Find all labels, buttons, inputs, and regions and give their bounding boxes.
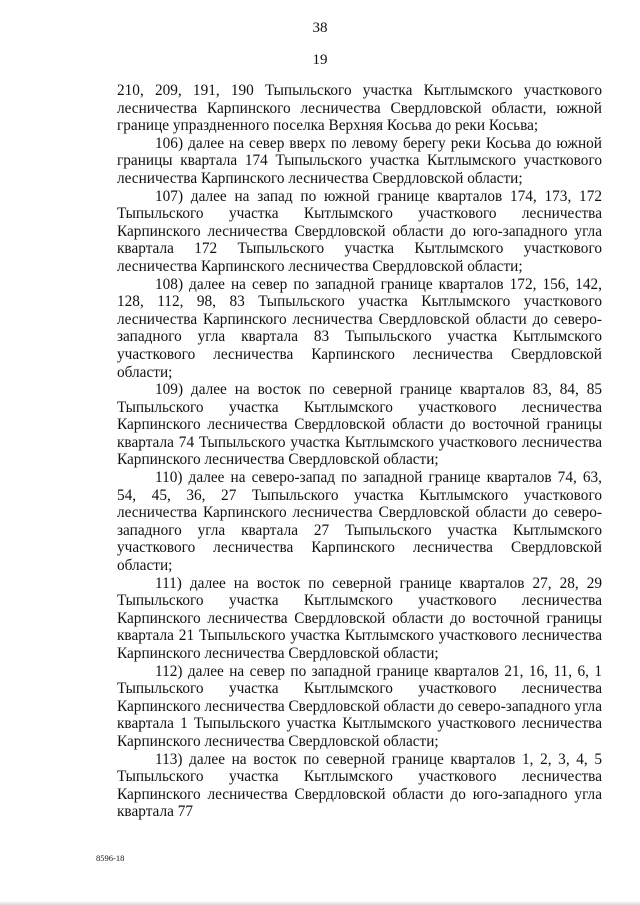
paragraph-108: 108) далее на север по западной границе кварталов 172, 156, 142, 128, 112, 98, 83 Тыпыльского участка Кытлымского участкового лесничества Карпинского лесничества Свердловской области до северо-западного угла квартала 83 Тыпыльского участка Кытлымского участкового лесничества Карпинского лесничества Свердловской области; [117,275,602,381]
paragraph-111: 111) далее на восток по северной границе кварталов 27, 28, 29 Тыпыльского участка Кытлымского участкового лесничества Карпинского лесничества Свердловской области до восточной границы квартала 21 Тыпыльского участка Кытлымского участкового лесничества Карпинского лесничества Свердловской области; [117,574,602,662]
paragraph-112: 112) далее на север по западной границе кварталов 21, 16, 11, 6, 1 Тыпыльского участка Кытлымского участкового лесничества Карпинского лесничества Свердловской области до северо-западного угла квартала 1 Тыпыльского участка Кытлымского участкового лесничества Карпинского лесничества Свердловской области; [117,662,602,750]
paragraph-continuation: 210, 209, 191, 190 Тыпыльского участка Кытлымского участкового лесничества Карпинского лесничества Свердловской области, южной границе упраздненного поселка Верхняя Косьва до реки Косьва; [117,82,602,135]
document-body [117,82,602,821]
paragraph-113: 113) далее на восток по северной границе кварталов 1, 2, 3, 4, 5 Тыпыльского участка Кытлымского участкового лесничества Карпинского лесничества Свердловской области до юго-западного угла квартала 77 [117,750,602,821]
paragraph-106: 106) далее на север вверх по левому берегу реки Косьва до южной границы квартала 174 Тыпыльского участка Кытлымского участкового лесничества Карпинского лесничества Свердловской области; [117,134,602,187]
paragraph-107: 107) далее на запад по южной границе кварталов 174, 173, 172 Тыпыльского участка Кытлымского участкового лесничества Карпинского лесничества Свердловской области до юго-западного угла квартала 172 Тыпыльского участка Кытлымского участкового лесничества Карпинского лесничества Свердловской области; [117,187,602,275]
scan-edge-shadow [0,901,640,905]
paragraph-109: 109) далее на восток по северной границе кварталов 83, 84, 85 Тыпыльского участка Кытлымского участкового лесничества Карпинского лесничества Свердловской области до восточной границы квартала 74 Тыпыльского участка Кытлымского участкового лесничества Карпинского лесничества Свердловской области; [117,381,602,469]
outer-page-number: 38 [312,20,328,36]
paragraph-110: 110) далее на северо-запад по западной границе кварталов 74, 63, 54, 45, 36, 27 Тыпыльского участка Кытлымского участкового лесничества Карпинского лесничества Свердловской области до северо-западного угла квартала 27 Тыпыльского участка Кытлымского участкового лесничества Карпинского лесничества Свердловской области; [117,469,602,575]
document-code: 8596-18 [96,853,125,863]
inner-page-number: 19 [312,52,328,68]
